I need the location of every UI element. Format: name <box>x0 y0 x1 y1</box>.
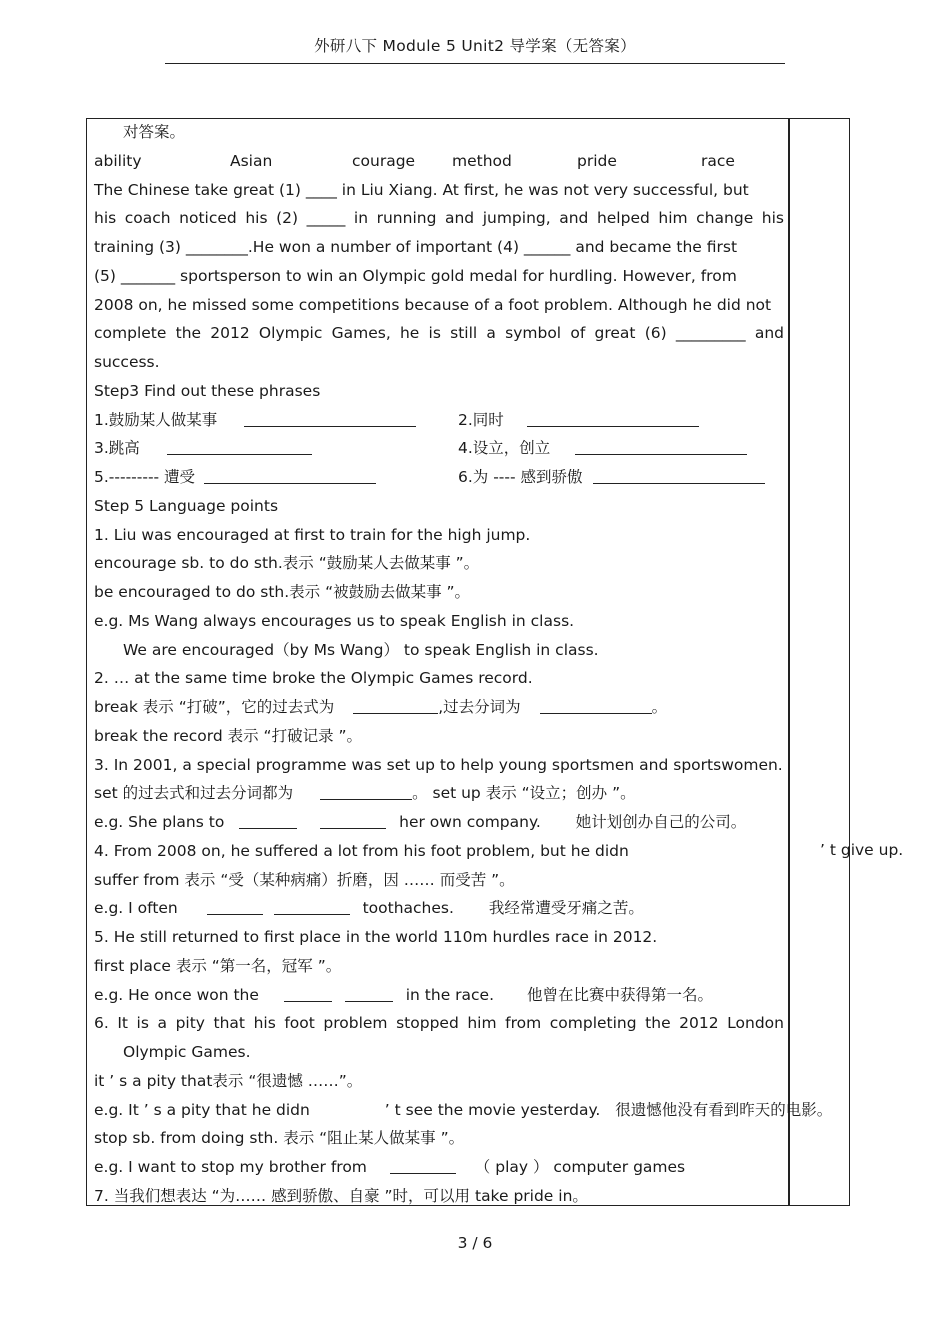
text-segment: 。 set up 表示 “设立；创办 ”。 <box>412 784 636 803</box>
text-line: 3. In 2001, a special programme was set up to help young sportsmen and sportswomen. <box>94 755 783 774</box>
word-bank-item: Asian <box>230 151 273 170</box>
word-bank-item: courage <box>352 151 416 170</box>
answer-blank[interactable] <box>345 985 393 1002</box>
text-line: e.g. Ms Wang always encourages us to speak English in class. <box>94 611 575 630</box>
text-segment: ,过去分词为 <box>438 698 521 716</box>
text-segment: break 表示 “打破”，它的过去式为 <box>94 698 335 716</box>
phrase-prompt: 5.--------- 遭受 <box>94 468 196 486</box>
text-segment: toothaches. <box>362 899 454 918</box>
fill-line <box>94 779 784 808</box>
answer-blank[interactable] <box>320 783 412 800</box>
text-line: be encouraged to do sth.表示 “被鼓励去做某事 ”。 <box>94 583 471 601</box>
word-bank-item: pride <box>577 151 617 170</box>
fill-line <box>94 981 784 1010</box>
text-line: 6. It is a pity that his foot problem stopped him from completing the 2012 London <box>94 1014 784 1033</box>
answer-blank[interactable] <box>575 438 747 455</box>
phrase-row <box>94 463 784 492</box>
text-segment: ’ t see the movie yesterday. <box>384 1100 601 1119</box>
phrase-prompt: 2.同时 <box>458 410 504 429</box>
answer-blank[interactable] <box>527 410 699 427</box>
answer-blank[interactable] <box>320 812 386 829</box>
passage-line: success. <box>94 353 160 371</box>
text-line: 5. He still returned to first place in the world 110m hurdles race in 2012. <box>94 928 658 946</box>
answer-blank[interactable] <box>274 898 350 915</box>
answer-blank[interactable] <box>204 467 376 484</box>
phrase-prompt: 1.鼓励某人做某事 <box>94 410 218 429</box>
fill-line <box>94 808 784 837</box>
text-line: first place 表示 “第一名，冠军 ”。 <box>94 956 342 975</box>
overflow-text: ’ t give up. <box>820 841 904 859</box>
passage-line: complete the 2012 Olympic Games, he is still a symbol of great (6) _________ and <box>94 324 784 343</box>
text-segment: 她计划创办自己的公司。 <box>575 813 747 831</box>
text-segment: 很遗憾他没有看到昨天的电影。 <box>615 1100 833 1119</box>
text-line: 2. … at the same time broke the Olympic Games record. <box>94 669 533 688</box>
word-bank-item: ability <box>94 151 142 170</box>
text-segment: 我经常遭受牙痛之苦。 <box>488 899 644 918</box>
text-segment: 他曾在比赛中获得第一名。 <box>526 985 713 1004</box>
answer-blank[interactable] <box>390 1157 456 1174</box>
answer-blank[interactable] <box>353 697 438 714</box>
text-line: break the record 表示 “打破记录 ”。 <box>94 726 363 745</box>
section-heading: Step 5 Language points <box>94 496 279 515</box>
fill-line <box>94 894 784 923</box>
section-heading: Step3 Find out these phrases <box>94 381 321 400</box>
page-header: 外研八下 Module 5 Unit2 导学案（无答案） <box>165 34 785 64</box>
phrase-row <box>94 434 784 463</box>
fill-line <box>94 1153 784 1182</box>
text-line: 1. Liu was encouraged at first to train for the high jump. <box>94 525 531 544</box>
passage-line: 2008 on, he missed some competitions because of a foot problem. Although he did not <box>94 295 772 314</box>
text-segment: e.g. He once won the <box>94 985 259 1004</box>
text-line: 7. 当我们想表达 “为…… 感到骄傲、自豪 ”时，可以用 take pride in。 <box>94 1186 588 1205</box>
text-line: stop sb. from doing sth. 表示 “阻止某人做某事 ”。 <box>94 1129 465 1148</box>
word-bank <box>94 147 784 176</box>
answer-blank[interactable] <box>239 812 297 829</box>
answer-blank[interactable] <box>167 438 312 455</box>
answer-blank[interactable] <box>540 697 652 714</box>
worksheet-content <box>94 118 833 1211</box>
passage-line: his coach noticed his (2) _____ in running and jumping, and helped him change his <box>94 209 784 228</box>
text-line: encourage sb. to do sth.表示 “鼓励某人去做某事 ”。 <box>94 554 480 573</box>
text-segment: e.g. It ’ s a pity that he didn <box>94 1100 310 1119</box>
text-segment: 4. From 2008 on, he suffered a lot from his foot problem, but he didn <box>94 841 629 860</box>
column-divider <box>788 118 790 1206</box>
text-line: 对答案。 <box>123 123 186 141</box>
phrase-prompt: 4.设立，创立 <box>458 439 551 458</box>
answer-blank[interactable] <box>593 467 765 484</box>
passage-line: (5) _______ sportsperson to win an Olympic gold medal for hurdling. However, from <box>94 266 737 285</box>
text-segment: e.g. I often <box>94 899 178 918</box>
phrase-prompt: 6.为 ---- 感到骄傲 <box>458 468 583 486</box>
passage-line: The Chinese take great (1) ____ in Liu Xiang. At first, he was not very successful, but <box>94 180 749 199</box>
text-segment: her own company. <box>399 813 541 831</box>
text-line <box>94 1096 833 1125</box>
page-number: 3 / 6 <box>457 1234 493 1252</box>
text-line: We are encouraged（by Ms Wang） to speak English in class. <box>123 640 599 659</box>
text-segment: set 的过去式和过去分词都为 <box>94 784 294 803</box>
text-line: Olympic Games. <box>123 1043 251 1061</box>
text-segment: e.g. She plans to <box>94 813 225 831</box>
text-line: it ’ s a pity that表示 “很遗憾 ……”。 <box>94 1071 363 1090</box>
word-bank-item: method <box>452 151 512 170</box>
passage-line: training (3) ________.He won a number of important (4) ______ and became the first <box>94 238 738 256</box>
fill-line <box>94 693 784 722</box>
text-segment: e.g. I want to stop my brother from <box>94 1158 367 1176</box>
text-segment: in the race. <box>405 985 495 1004</box>
text-line: suffer from 表示 “受（某种病痛）折磨，因 …… 而受苦 ”。 <box>94 870 515 889</box>
phrase-row <box>94 406 784 435</box>
phrase-prompt: 3.跳高 <box>94 439 140 458</box>
text-segment: （ play ） computer games <box>474 1158 686 1176</box>
text-line <box>94 837 784 866</box>
answer-blank[interactable] <box>207 898 263 915</box>
text-segment: 。 <box>651 698 668 716</box>
word-bank-item: race <box>701 151 735 170</box>
answer-blank[interactable] <box>244 410 416 427</box>
answer-blank[interactable] <box>284 985 332 1002</box>
